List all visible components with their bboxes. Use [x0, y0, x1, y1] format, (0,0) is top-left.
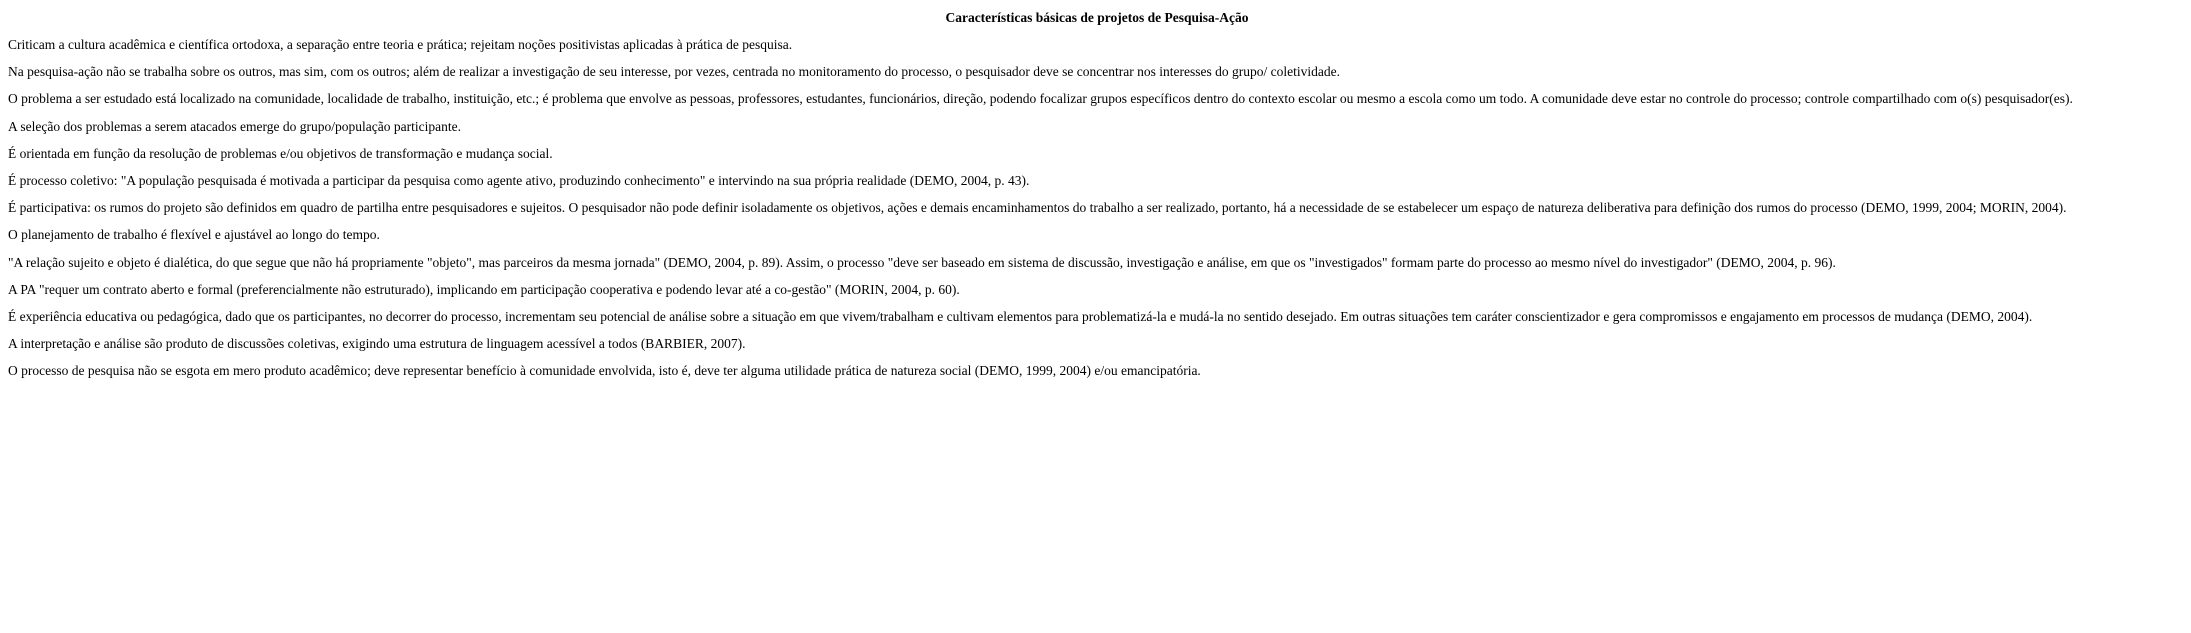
document-title: Características básicas de projetos de Pesquisa-Ação [945, 10, 1249, 25]
list-item: Na pesquisa-ação não se trabalha sobre os outros, mas sim, com os outros; além de realizar a investigação de seu interesse, por vezes, centrada no monitoramento do processo, o pesquisador deve se concentrar nos interesses do grupo/ coletividade. [8, 64, 1340, 80]
list-item: É processo coletivo: "A população pesquisada é motivada a participar da pesquisa como agente ativo, produzindo conhecimento" e intervindo na sua própria realidade (DEMO, 2004, p. 43). [8, 172, 1030, 188]
list-item: A PA "requer um contrato aberto e formal (preferencialmente não estruturado), implicando em participação cooperativa e podendo levar até a co-gestão" (MORIN, 2004, p. 60). [8, 281, 960, 297]
list-item: "A relação sujeito e objeto é dialética, do que segue que não há propriamente "objeto", mas parceiros da mesma jornada" (DEMO, 2004, p. 89). Assim, o processo "deve ser baseado em sistema de discussão, investigação e análise, em que os "investigados" formam parte do processo ao mesmo nível do investigador" (DEMO, 2004, p. 96). [8, 254, 1836, 270]
list-item: É experiência educativa ou pedagógica, dado que os participantes, no decorrer do processo, incrementam seu potencial de análise sobre a situação em que vivem/trabalham e cultivam elementos para problematizá-la e mudá-la no sentido desejado. Em outras situações tem caráter conscientizador e gera compromissos e engajamento em processos de mudança (DEMO, 2004). [8, 308, 2033, 324]
list-item: É participativa: os rumos do projeto são definidos em quadro de partilha entre pesquisadores e sujeitos. O pesquisador não pode definir isoladamente os objetivos, ações e demais encaminhamentos do trabalho a ser realizado, portanto, há a necessidade de se estabelecer um espaço de natureza deliberativa para definição dos rumos do processo (DEMO, 1999, 2004; MORIN, 2004). [8, 200, 2067, 216]
list-item: A interpretação e análise são produto de discussões coletivas, exigindo uma estrutura de linguagem acessível a todos (BARBIER, 2007). [8, 336, 746, 352]
list-item: O problema a ser estudado está localizado na comunidade, localidade de trabalho, instituição, etc.; é problema que envolve as pessoas, professores, estudantes, funcionários, direção, podendo focalizar grupos específicos dentro do contexto escolar ou mesmo a escola como um todo. A comunidade deve estar no controle do processo; controle compartilhado com o(s) pesquisador(es). [8, 91, 2073, 107]
list-item: Criticam a cultura acadêmica e científica ortodoxa, a separação entre teoria e prática; rejeitam noções positivistas aplicadas à prática de pesquisa. [8, 37, 793, 52]
characteristics-list [8, 36, 2191, 389]
list-item: O processo de pesquisa não se esgota em mero produto acadêmico; deve representar benefício à comunidade envolvida, isto é, deve ter alguma utilidade prática de natureza social (DEMO, 1999, 2004) e/ou emancipatória. [8, 363, 1201, 379]
list-item: É orientada em função da resolução de problemas e/ou objetivos de transformação e mudança social. [8, 145, 553, 161]
list-item: O planejamento de trabalho é flexível e ajustável ao longo do tempo. [8, 227, 380, 243]
list-item: A seleção dos problemas a serem atacados emerge do grupo/população participante. [8, 118, 461, 134]
